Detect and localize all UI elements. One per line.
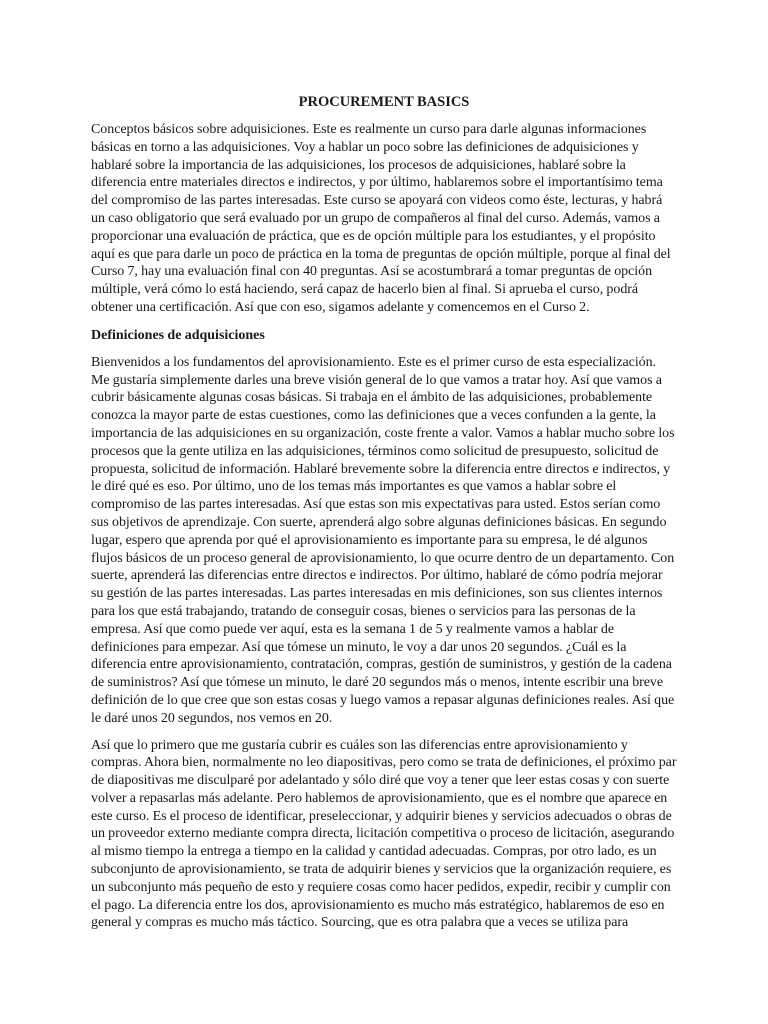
body-paragraph-2: Así que lo primero que me gustaría cubrir es cuáles son las diferencias entre aprovisionamiento y compras. Ahora bien, normalmente no leo diapositivas, pero como se trata de definiciones, el próximo par de diapositivas me disculparé por adelantado y sólo diré que voy a tener que leer estas cosas y con suerte volver a repasarlas más adelante. Pero hablemos de aprovisionamiento, que es el nombre que aparece en este curso. Es el proceso de identificar, preseleccionar, y adquirir bienes y servicios adecuados o obras de un proveedor externo mediante compra directa, licitación competitiva o proceso de licitación, asegurando al mismo tiempo la entrega a tiempo en la calidad y cantidad adecuadas. Compras, por otro lado, es un subconjunto de aprovisionamiento, se trata de adquirir bienes y servicios que la organización requiere, es un subconjunto más pequeño de esto y requiere cosas como hacer pedidos, expedir, recibir y cumplir con el pago. La diferencia entre los dos, aprovisionamiento es mucho más estratégico, hablaremos de eso en general y compras es mucho más táctico. Sourcing, que es otra palabra que a veces se utiliza para <box>91 737 677 931</box>
body-paragraph-1: Bienvenidos a los fundamentos del aprovisionamiento. Este es el primer curso de esta especialización. Me gustaría simplemente darles una breve visión general de lo que vamos a tratar hoy. Así que vamos a cubrir básicamente algunas cosas básicas. Si trabaja en el ámbito de las adquisiciones, probablemente conozca la mayor parte de estas cuestiones, como las definiciones que a veces confunden a la gente, la importancia de las adquisiciones en su organización, coste frente a valor. Vamos a hablar mucho sobre los procesos que la gente utiliza en las adquisiciones, términos como solicitud de presupuesto, solicitud de propuesta, solicitud de información. Hablaré brevemente sobre la diferencia entre directos e indirectos, y le diré qué es eso. Por último, uno de los temas más importantes es que vamos a hablar sobre el compromiso de las partes interesadas. Así que estas son mis expectativas para usted. Estos serían como sus objetivos de aprendizaje. Con suerte, aprenderá algo sobre algunas definiciones básicas. En segundo lugar, espero que aprenda por qué el aprovisionamiento es importante para su empresa, le dé algunos flujos básicos de un proceso general de aprovisionamiento, lo que ocurre dentro de un departamento. Con suerte, aprenderá las diferencias entre directos e indirectos. Por último, hablaré de cómo podría mejorar su gestión de las partes interesadas. Las partes interesadas en mis definiciones, son sus clientes internos para los que está trabajando, tratando de conseguir cosas, bienes o servicios para las personas de la empresa. Así que como puede ver aquí, esta es la semana 1 de 5 y realmente vamos a hablar de definiciones para empezar. Así que tómese un minuto, le voy a dar unos 20 segundos. ¿Cuál es la diferencia entre aprovisionamiento, contratación, compras, gestión de suministros, y gestión de la cadena de suministros? Así que tómese un minuto, le daré 20 segundos más o menos, intente escribir una breve definición de lo que cree que son estas cosas y luego vamos a repasar algunas definiciones reales. Así que le daré unos 20 segundos, nos vemos en 20. <box>91 354 675 726</box>
document-title: PROCUREMENT BASICS <box>298 94 470 110</box>
section-heading: Definiciones de adquisiciones <box>91 327 265 343</box>
intro-paragraph: Conceptos básicos sobre adquisiciones. Este es realmente un curso para darle algunas informaciones básicas en torno a las adquisiciones. Voy a hablar un poco sobre las definiciones de adquisiciones y hablaré sobre la importancia de las adquisiciones, los procesos de adquisiciones, hablaré sobre la diferencia entre materiales directos e indirectos, y por último, hablaremos sobre el importantísimo tema del compromiso de las partes interesadas. Este curso se apoyará con videos como éste, lecturas, y habrá un caso obligatorio que será evaluado por un grupo de compañeros al final del curso. Además, vamos a proporcionar una evaluación de práctica, que es de opción múltiple para los estudiantes, y el propósito aquí es que para darle un poco de práctica en la toma de preguntas de opción múltiple, porque al final del Curso 7, hay una evaluación final con 40 preguntas. Así se acostumbrará a tomar preguntas de opción múltiple, verá cómo lo está haciendo, será capaz de hacerlo bien al final. Si aprueba el curso, podrá obtener una certificación. Así que con eso, sigamos adelante y comencemos en el Curso 2. <box>91 122 671 315</box>
document-page <box>91 93 677 942</box>
